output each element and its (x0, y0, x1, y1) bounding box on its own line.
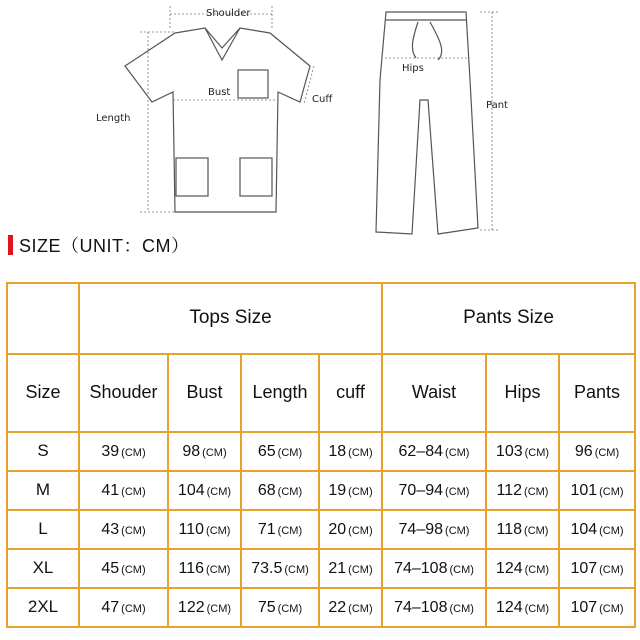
size-chart-table (6, 282, 636, 628)
cuff-value: 18 (328, 443, 347, 461)
label-shoulder: Shoulder (206, 8, 251, 19)
length-cell (241, 588, 319, 627)
shoulder-cell (79, 510, 168, 549)
unit-label: (CM) (599, 525, 624, 538)
size-cell: XL (7, 549, 79, 588)
pants-value: 96 (574, 443, 593, 461)
bust-cell (168, 549, 241, 588)
unit-label: (CM) (202, 447, 227, 460)
table-row (7, 549, 635, 588)
shoulder-value: 39 (101, 443, 120, 461)
scrub-pants-outline (376, 12, 478, 234)
cuff-cell (319, 471, 382, 510)
unit-label: (CM) (449, 564, 474, 577)
cuff-cell (319, 432, 382, 471)
unit-label: (CM) (524, 486, 549, 499)
waist-value: 62–84 (398, 443, 444, 461)
table-row (7, 510, 635, 549)
waist-value: 74–108 (394, 560, 448, 578)
cuff-value: 22 (328, 599, 347, 617)
unit-label: (CM) (348, 564, 373, 577)
unit-label: (CM) (348, 486, 373, 499)
bust-cell (168, 471, 241, 510)
unit-label: (CM) (445, 525, 470, 538)
col-header-cuff: cuff (319, 354, 382, 432)
waist-value: 70–94 (398, 482, 444, 500)
table-row (7, 471, 635, 510)
pants-size-header: Pants Size (382, 283, 635, 354)
length-cell (241, 549, 319, 588)
unit-label: (CM) (121, 486, 146, 499)
hips-cell (486, 432, 559, 471)
size-cell: 2XL (7, 588, 79, 627)
table-row (7, 432, 635, 471)
cuff-value: 19 (328, 482, 347, 500)
bust-cell (168, 432, 241, 471)
hips-value: 124 (495, 599, 523, 617)
table-row (7, 588, 635, 627)
pants-value: 101 (570, 482, 598, 500)
length-cell (241, 432, 319, 471)
shoulder-value: 41 (101, 482, 120, 500)
hips-cell (486, 510, 559, 549)
unit-label: (CM) (524, 564, 550, 577)
size-rows (7, 432, 635, 627)
chest-pocket (238, 70, 268, 98)
unit-label: (CM) (524, 447, 550, 460)
cuff-value: 21 (328, 560, 347, 578)
shoulder-value: 47 (101, 599, 120, 617)
col-header-shoulder: Shouder (79, 354, 168, 432)
unit-label: (CM) (121, 564, 146, 577)
unit-label: (CM) (277, 447, 303, 460)
waist-cell (382, 432, 486, 471)
label-length: Length (96, 113, 131, 124)
size-heading (8, 232, 190, 258)
waist-value: 74–108 (394, 599, 448, 617)
unit-label: (CM) (445, 486, 470, 499)
length-cell (241, 471, 319, 510)
tops-size-header: Tops Size (79, 283, 382, 354)
hips-cell (486, 549, 559, 588)
unit-label: (CM) (284, 564, 309, 577)
waist-value: 74–98 (398, 521, 444, 539)
shoulder-value: 45 (101, 560, 120, 578)
pants-cell (559, 588, 635, 627)
unit-label: (CM) (206, 603, 232, 616)
length-cell (241, 510, 319, 549)
label-bust: Bust (208, 87, 231, 98)
unit-label: (CM) (206, 564, 231, 577)
unit-label: (CM) (277, 525, 303, 538)
pants-cell (559, 471, 635, 510)
unit-label: (CM) (599, 564, 624, 577)
bust-value: 98 (182, 443, 201, 461)
unit-label: (CM) (348, 603, 373, 616)
cuff-value: 20 (328, 521, 347, 539)
unit-label: (CM) (348, 447, 373, 460)
pants-value: 107 (570, 560, 598, 578)
length-value: 75 (257, 599, 276, 617)
unit-label: (CM) (524, 525, 549, 538)
shoulder-cell (79, 471, 168, 510)
waist-cell (382, 588, 486, 627)
unit-label: (CM) (206, 525, 231, 538)
label-cuff: Cuff (312, 94, 333, 105)
col-header-pants: Pants (559, 354, 635, 432)
unit-label: (CM) (524, 603, 550, 616)
pants-value: 107 (570, 599, 598, 617)
length-value: 71 (257, 521, 276, 539)
bust-value: 122 (177, 599, 205, 617)
col-header-size: Size (7, 354, 79, 432)
hips-value: 118 (496, 521, 523, 539)
size-cell: L (7, 510, 79, 549)
unit-label: (CM) (121, 447, 146, 460)
col-header-bust: Bust (168, 354, 241, 432)
left-pocket (176, 158, 208, 196)
unit-label: (CM) (121, 525, 146, 538)
empty-corner-cell (7, 283, 79, 354)
bust-value: 104 (177, 482, 205, 500)
shoulder-cell (79, 588, 168, 627)
length-value: 65 (257, 443, 276, 461)
length-value: 73.5 (251, 560, 283, 578)
hips-cell (486, 588, 559, 627)
unit-label: (CM) (599, 486, 624, 499)
hips-cell (486, 471, 559, 510)
unit-label: (CM) (348, 525, 373, 538)
cuff-cell (319, 510, 382, 549)
col-header-waist: Waist (382, 354, 486, 432)
unit-label: (CM) (277, 603, 303, 616)
right-pocket (240, 158, 272, 196)
unit-label: (CM) (445, 447, 470, 460)
table-group-header-row (7, 283, 635, 354)
unit-label: (CM) (206, 486, 232, 499)
length-value: 68 (257, 482, 276, 500)
unit-label: (CM) (121, 603, 146, 616)
waist-cell (382, 510, 486, 549)
pants-cell (559, 432, 635, 471)
size-cell: S (7, 432, 79, 471)
cuff-cell (319, 588, 382, 627)
label-hips: Hips (402, 63, 424, 74)
hips-value: 103 (495, 443, 523, 461)
size-heading-text: SIZE（UNIT：CM） (19, 236, 190, 256)
unit-label: (CM) (594, 447, 620, 460)
heading-accent-bar (8, 235, 13, 255)
bust-cell (168, 588, 241, 627)
bust-value: 116 (178, 560, 205, 578)
bust-cell (168, 510, 241, 549)
col-header-hips: Hips (486, 354, 559, 432)
hips-value: 124 (495, 560, 523, 578)
table-column-header-row (7, 354, 635, 432)
size-cell: M (7, 471, 79, 510)
cuff-cell (319, 549, 382, 588)
unit-label: (CM) (599, 603, 624, 616)
shoulder-cell (79, 432, 168, 471)
bust-value: 110 (178, 521, 205, 539)
scrub-top-outline (125, 28, 310, 212)
col-header-length: Length (241, 354, 319, 432)
waist-cell (382, 471, 486, 510)
hips-value: 112 (496, 482, 523, 500)
garment-diagram (0, 0, 640, 235)
shoulder-value: 43 (101, 521, 120, 539)
pants-cell (559, 510, 635, 549)
shoulder-cell (79, 549, 168, 588)
unit-label: (CM) (449, 603, 474, 616)
unit-label: (CM) (277, 486, 303, 499)
pants-value: 104 (570, 521, 598, 539)
pants-cell (559, 549, 635, 588)
waist-cell (382, 549, 486, 588)
label-pant: Pant (486, 100, 508, 111)
